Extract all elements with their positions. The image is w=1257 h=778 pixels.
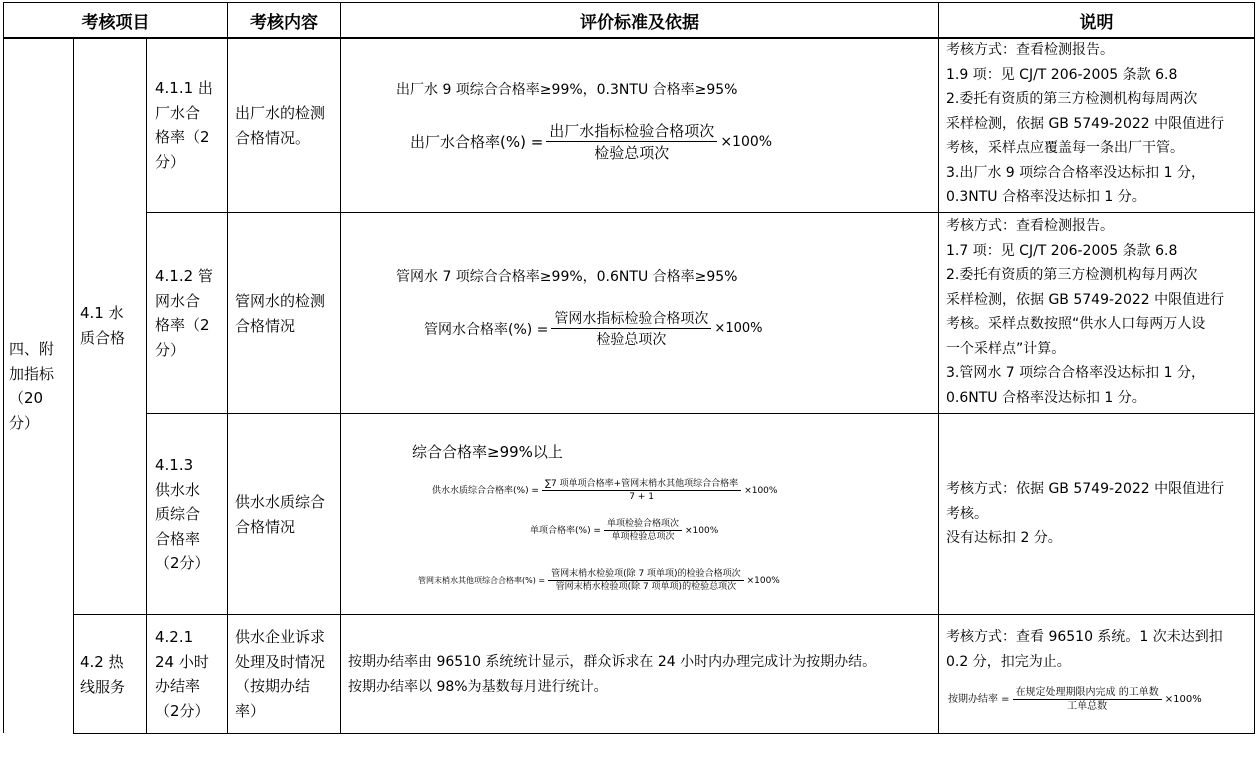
header-assessment-content: 考核内容 xyxy=(250,12,318,33)
formula-numerator: 出厂水指标检验合格项次 xyxy=(546,120,717,142)
item-412-notes xyxy=(946,214,1252,410)
note-line: 考核方式：依据 GB 5749-2022 中限值进行 xyxy=(946,481,1225,497)
header-notes: 说明 xyxy=(1079,12,1114,33)
formula-tail: ×100% xyxy=(1164,694,1202,705)
group-label-line: 4.2 热 xyxy=(80,653,124,671)
code-line: 合格率 xyxy=(155,529,201,548)
note-line: 一个采样点”计算。 xyxy=(946,340,1066,357)
formula-denominator: 工单总数 xyxy=(1067,701,1108,712)
formula-denominator: 7 + 1 xyxy=(629,492,654,502)
content-line: 管网水的检测 xyxy=(235,292,326,310)
formula-numerator: ∑7 项单项合格率+管网末梢水其他项综合合格率 xyxy=(542,478,741,491)
header-criteria: 评价标准及依据 xyxy=(580,12,699,33)
item-421-code xyxy=(155,625,227,723)
item-413-standard: 综合合格率≥99%以上 xyxy=(412,443,563,461)
formula-fraction xyxy=(546,120,717,163)
code-line: 24 小时 xyxy=(155,652,209,671)
note-line: 考核方式：查看检测报告。 xyxy=(946,42,1114,58)
code-line: 4.2.1 xyxy=(155,628,194,646)
note-line: 1.7 项：见 CJ/T 206-2005 条款 6.8 xyxy=(946,242,1178,259)
item-412-content xyxy=(235,289,340,338)
content-line: 供水企业诉求 xyxy=(235,628,326,646)
content-line: （按期办结 xyxy=(235,677,311,695)
item-413-formula-2 xyxy=(530,518,718,543)
section-label-line: 分） xyxy=(9,413,40,432)
item-411-content xyxy=(235,101,340,150)
content-line: 合格情况。 xyxy=(235,128,311,147)
item-413-formula-3 xyxy=(418,568,780,593)
item-421-standard xyxy=(348,650,938,699)
code-line: 质综合 xyxy=(155,505,201,523)
code-line: 格率（2 xyxy=(155,128,210,146)
note-line: 采样检测，依据 GB 5749-2022 中限值进行 xyxy=(946,291,1225,308)
item-421-content xyxy=(235,625,340,723)
item-411-notes xyxy=(946,38,1252,210)
formula-fraction xyxy=(1013,686,1162,713)
section-label-line: 加指标 xyxy=(9,364,55,383)
formula-tail: ×100% xyxy=(685,525,719,536)
group-water-quality xyxy=(80,301,146,350)
formula-tail: ×100% xyxy=(720,133,773,150)
formula-lhs: 供水水质综合合格率(%) = xyxy=(432,485,539,496)
code-line: 4.1.2 管 xyxy=(155,267,213,285)
item-412-code xyxy=(155,264,227,362)
formula-denominator: 管网末梢水检验项(除 7 项单项)的检验总项次 xyxy=(555,582,737,592)
code-line: 格率（2 xyxy=(155,316,210,334)
note-line: 考核。采样点数按照“供水人口每两万人设 xyxy=(946,316,1206,332)
rule-col1 xyxy=(73,39,74,734)
note-line: 采样检测，依据 GB 5749-2022 中限值进行 xyxy=(946,115,1225,132)
item-413-code xyxy=(155,453,227,576)
standard-line: 按期办结率由 96510 系统统计显示，群众诉求在 24 小时内办理完成计为按期办结。 xyxy=(348,654,877,670)
header-assessment-item: 考核项目 xyxy=(81,12,150,33)
rule-table-bottom xyxy=(73,733,1255,734)
note-line: 0.3NTU 合格率没达标扣 1 分。 xyxy=(946,189,1146,205)
note-line: 0.6NTU 合格率没达标扣 1 分。 xyxy=(946,389,1146,406)
formula-fraction xyxy=(548,568,743,593)
formula-numerator: 在规定处理期限内完成 的工单数 xyxy=(1013,686,1162,700)
content-line: 合格情况 xyxy=(235,316,296,335)
item-412-formula xyxy=(424,308,762,349)
note-line: 3.管网水 7 项综合合格率没达标扣 1 分， xyxy=(946,365,1205,381)
formula-lhs: 单项合格率(%) = xyxy=(530,525,601,536)
content-line: 出厂水的检测 xyxy=(235,104,326,122)
formula-tail: ×100% xyxy=(714,321,763,336)
code-line: （2分） xyxy=(155,554,210,572)
note-line: 3.出厂水 9 项综合合格率没达标扣 1 分， xyxy=(946,164,1205,181)
code-line: 4.1.3 xyxy=(155,456,194,474)
note-line: 没有达标扣 2 分。 xyxy=(946,530,1062,546)
rule-col0 xyxy=(3,2,4,733)
group-label-line: 质合格 xyxy=(80,328,126,347)
formula-lhs: 按期办结率 = xyxy=(948,694,1010,705)
rule-413-bottom xyxy=(73,614,1255,615)
group-hotline-service xyxy=(80,650,146,699)
formula-denominator: 检验总项次 xyxy=(594,144,670,162)
section-label xyxy=(9,337,73,435)
item-413-notes xyxy=(946,477,1252,551)
item-421-notes xyxy=(946,625,1252,674)
item-421-formula xyxy=(948,686,1202,713)
formula-lhs: 管网水合格率(%) = xyxy=(424,321,549,338)
formula-numerator: 管网末梢水检验项(除 7 项单项)的检验合格项次 xyxy=(548,568,743,581)
group-label-line: 线服务 xyxy=(80,677,126,696)
formula-tail: ×100% xyxy=(746,575,780,586)
item-411-formula xyxy=(410,120,772,163)
formula-denominator: 单项检验总项次 xyxy=(611,532,675,542)
formula-lhs: 出厂水合格率(%) = xyxy=(410,133,544,151)
standard-line: 按期办结率以 98%为基数每月进行统计。 xyxy=(348,678,608,695)
formula-numerator: 管网水指标检验合格项次 xyxy=(551,308,711,329)
formula-tail: ×100% xyxy=(744,485,778,496)
code-line: 4.1.1 出 xyxy=(155,79,213,97)
code-line: 网水合 xyxy=(155,291,201,310)
rule-col6 xyxy=(1254,2,1255,734)
formula-numerator: 单项检验合格项次 xyxy=(604,518,682,531)
note-line: 考核方式：查看检测报告。 xyxy=(946,218,1114,234)
formula-lhs: 管网末梢水其他项综合合格率(%) = xyxy=(418,575,546,585)
note-line: 2.委托有资质的第三方检测机构每周两次 xyxy=(946,91,1198,107)
note-line: 2.委托有资质的第三方检测机构每月两次 xyxy=(946,267,1198,283)
content-line: 供水水质综合 xyxy=(235,493,326,511)
item-411-standard: 出厂水 9 项综合合格率≥99%，0.3NTU 合格率≥95% xyxy=(396,82,738,98)
note-line: 考核方式：查看 96510 系统。1 次未达到扣 xyxy=(946,629,1223,645)
note-line: 1.9 项：见 CJ/T 206-2005 条款 6.8 xyxy=(946,66,1178,83)
item-413-formula-1 xyxy=(432,478,777,503)
formula-fraction xyxy=(604,518,682,543)
code-line: 厂水合 xyxy=(155,103,201,122)
item-413-content xyxy=(235,490,340,539)
note-line: 0.2 分，扣完为止。 xyxy=(946,653,1071,670)
section-label-line: （20 xyxy=(9,389,44,407)
note-line: 考核。 xyxy=(946,505,988,522)
formula-fraction xyxy=(551,308,711,349)
formula-fraction xyxy=(542,478,741,503)
code-line: 分） xyxy=(155,152,186,171)
note-line: 考核，采样点应覆盖每一条出厂干管。 xyxy=(946,140,1184,156)
content-line: 率） xyxy=(235,701,266,720)
code-line: （2分） xyxy=(155,701,210,720)
rule-col5 xyxy=(938,2,939,734)
rule-col4 xyxy=(340,2,341,734)
code-line: 供水水 xyxy=(155,480,201,499)
formula-denominator: 检验总项次 xyxy=(596,332,667,348)
content-line: 处理及时情况 xyxy=(235,652,326,671)
code-line: 办结率 xyxy=(155,677,201,695)
code-line: 分） xyxy=(155,340,186,359)
rule-411-bottom xyxy=(146,212,1255,213)
group-label-line: 4.1 水 xyxy=(80,304,124,322)
rule-col3 xyxy=(227,2,228,734)
item-411-code xyxy=(155,76,227,174)
item-412-standard: 管网水 7 项综合合格率≥99%，0.6NTU 合格率≥95% xyxy=(396,269,738,285)
rule-412-bottom xyxy=(146,413,1255,414)
rule-col2 xyxy=(146,39,147,734)
content-line: 合格情况 xyxy=(235,517,296,536)
section-label-line: 四、附 xyxy=(9,340,55,358)
